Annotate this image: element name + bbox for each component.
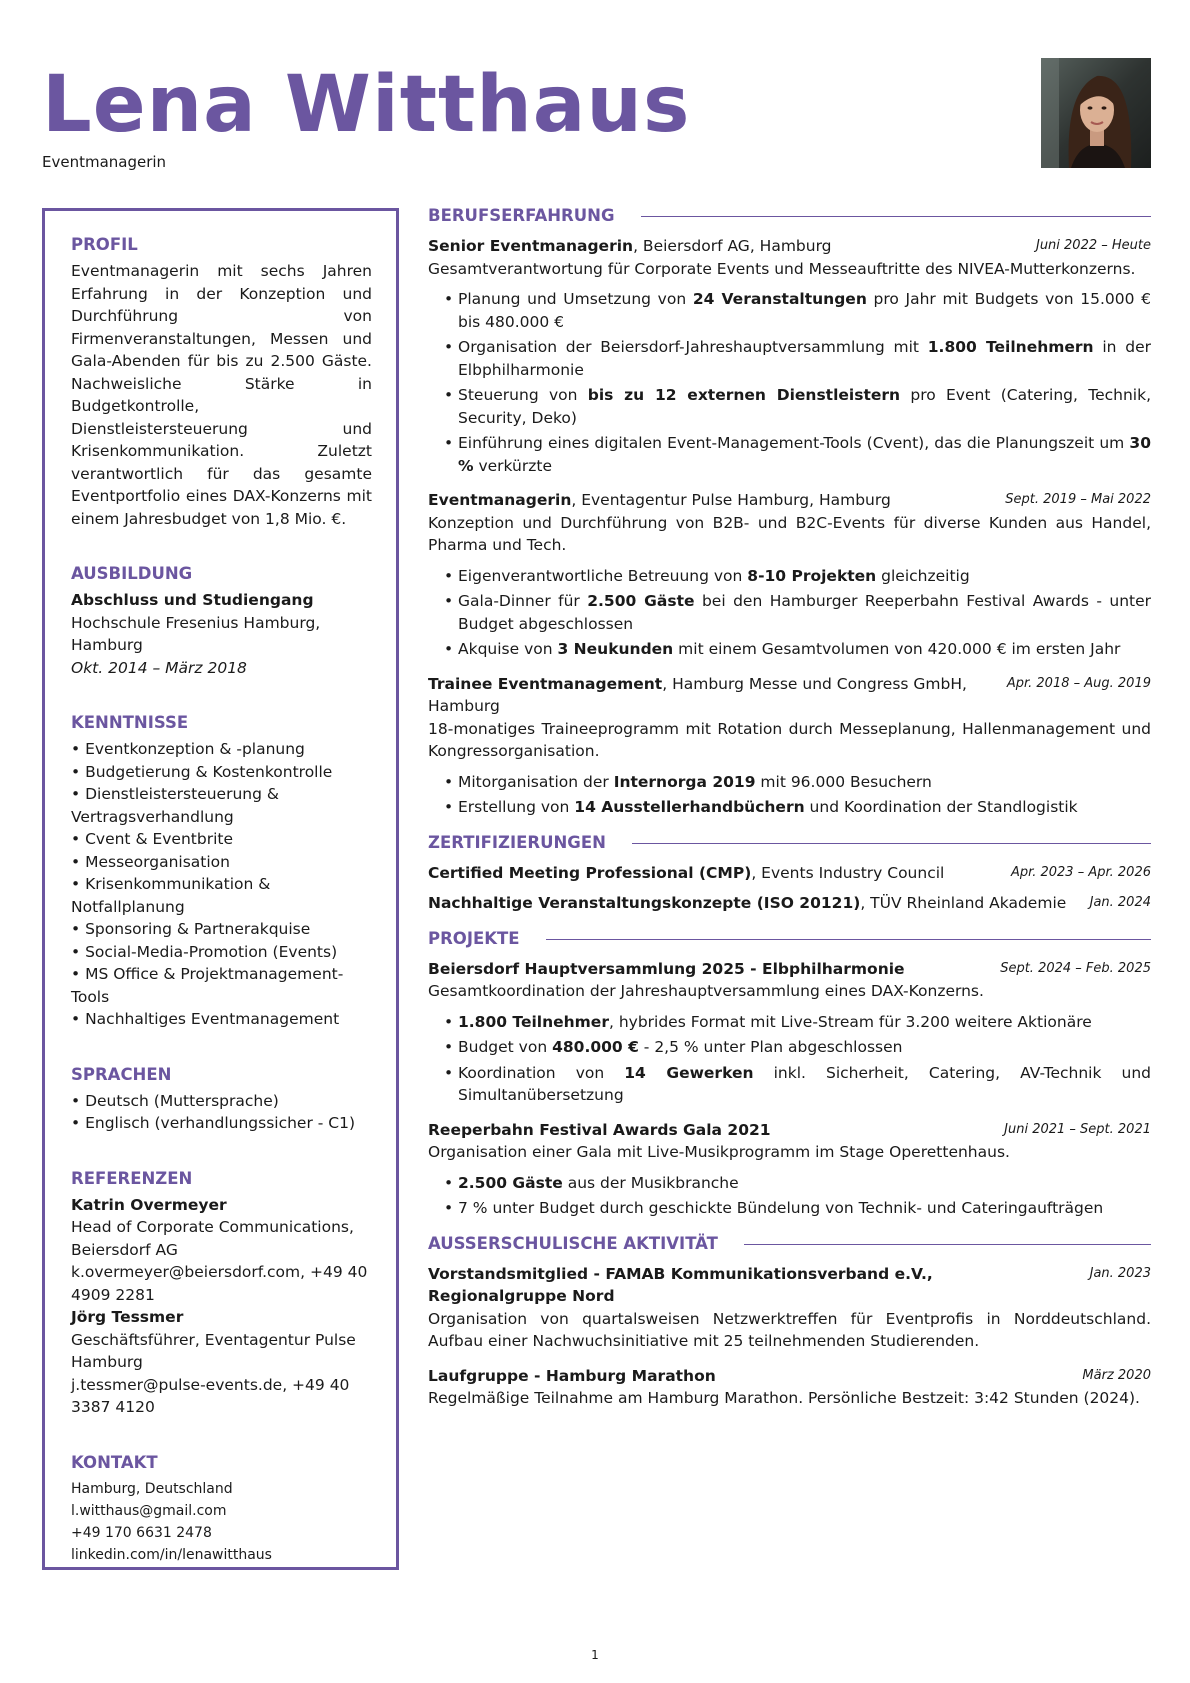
- certification-item: [428, 892, 1151, 915]
- bullet-item: • Steuerung von bis zu 12 externen Dienstleistern pro Event (Catering, Technik, Security, Deko): [446, 384, 1151, 429]
- degree: Abschluss und Studiengang: [71, 591, 314, 609]
- profile-heading: PROFIL: [71, 235, 138, 254]
- contact-section: [71, 1453, 372, 1566]
- activity-description: Organisation von quartalsweisen Netzwerktreffen für Eventprofis in Norddeutschland. Aufbau einer Nachwuchsinitiative mit 25 teilnehmenden Studierenden.: [428, 1309, 1151, 1350]
- bullet-item: • Mitorganisation der Internorga 2019 mit 96.000 Besuchern: [446, 771, 1151, 794]
- bullet-item: • 1.800 Teilnehmer, hybrides Format mit Live-Stream für 3.200 weitere Aktionäre: [446, 1011, 1151, 1034]
- activity-entry: [428, 1263, 1151, 1353]
- job-org: , Hamburg Messe und Congress GmbH, Hamburg: [428, 674, 967, 715]
- project-description: Organisation einer Gala mit Live-Musikprogramm im Stage Operettenhaus.: [428, 1143, 1010, 1161]
- skills-heading: KENNTNISSE: [71, 713, 189, 732]
- job-entry: [428, 235, 1151, 477]
- skill-item: • Nachhaltiges Eventmanagement: [71, 1008, 372, 1031]
- job-bullets: [428, 288, 1151, 477]
- project-title: Reeperbahn Festival Awards Gala 2021: [428, 1120, 771, 1139]
- main-column: [428, 206, 1151, 1424]
- bullet-item: • Akquise von 3 Neukunden mit einem Gesamtvolumen von 420.000 € im ersten Jahr: [446, 638, 1151, 661]
- project-title: Beiersdorf Hauptversammlung 2025 - Elbphilharmonie: [428, 959, 905, 978]
- job-entry: [428, 673, 1151, 819]
- activity-entry: [428, 1365, 1151, 1410]
- skill-item: • Krisenkommunikation & Notfallplanung: [71, 873, 372, 918]
- references-heading: REFERENZEN: [71, 1168, 193, 1188]
- job-title: Trainee Eventmanagement: [428, 674, 663, 693]
- section-divider: [641, 216, 1152, 217]
- job-title: Eventmanagerin: [428, 491, 572, 509]
- bullet-item: • Erstellung von 14 Ausstellerhandbüchern und Koordination der Standlogistik: [446, 796, 1151, 819]
- activity-title: Vorstandsmitglied - FAMAB Kommunikationsverband e.V., Regionalgruppe Nord: [428, 1264, 933, 1305]
- contact-phone[interactable]: +49 170 6631 2478: [71, 1524, 212, 1541]
- reference-role: Geschäftsführer, Eventagentur Pulse Hamburg: [71, 1330, 356, 1371]
- certifications-section: [428, 833, 1151, 915]
- school: Hochschule Fresenius Hamburg, Hamburg: [71, 613, 321, 654]
- contact-heading: KONTAKT: [71, 1452, 158, 1472]
- skill-item: • Eventkonzeption & -planung: [71, 738, 372, 761]
- experience-header: [428, 206, 1151, 225]
- job-title: Eventmanagerin: [42, 153, 167, 171]
- education-section: [71, 564, 372, 679]
- contact-email[interactable]: l.witthaus@gmail.com: [71, 1502, 227, 1519]
- project-dates: Sept. 2024 – Feb. 2025: [1000, 960, 1151, 976]
- education-dates: Okt. 2014 – März 2018: [71, 658, 247, 677]
- skill-item: • Cvent & Eventbrite: [71, 828, 372, 851]
- project-dates: Juni 2021 – Sept. 2021: [1004, 1121, 1151, 1137]
- bullet-item: • Budget von 480.000 € - 2,5 % unter Plan abgeschlossen: [446, 1036, 1151, 1059]
- experience-heading: BERUFSERFAHRUNG: [428, 206, 615, 225]
- activity-description: Regelmäßige Teilnahme am Hamburg Marathon. Persönliche Bestzeit: 3:42 Stunden (2024).: [428, 1389, 1140, 1407]
- skill-item: • Messeorganisation: [71, 851, 372, 874]
- reference-name: Katrin Overmeyer: [71, 1195, 227, 1214]
- reference-contact[interactable]: k.overmeyer@beiersdorf.com, +49 40 4909 2281: [71, 1263, 368, 1304]
- project-entry: [428, 958, 1151, 1107]
- project-bullets: [428, 1011, 1151, 1107]
- activity-dates: Jan. 2023: [1089, 1265, 1151, 1281]
- language-item: • Englisch (verhandlungssicher - C1): [71, 1112, 372, 1135]
- job-description: 18-monatiges Traineeprogramm mit Rotation durch Messeplanung, Hallenmanagement und Kongressorganisation.: [428, 719, 1151, 760]
- languages-heading: SPRACHEN: [71, 1064, 172, 1084]
- section-divider: [744, 1244, 1151, 1245]
- profile-photo: [1041, 58, 1151, 168]
- contact-linkedin[interactable]: linkedin.com/in/lenawitthaus: [71, 1546, 272, 1563]
- certifications-header: [428, 833, 1151, 852]
- skill-item: • Budgetierung & Kostenkontrolle: [71, 761, 372, 784]
- education-heading: AUSBILDUNG: [71, 564, 193, 583]
- skill-item: • MS Office & Projektmanagement-Tools: [71, 963, 372, 1008]
- reference-role: Head of Corporate Communications, Beiersdorf AG: [71, 1218, 354, 1259]
- languages-list: [71, 1090, 372, 1135]
- job-dates: Sept. 2019 – Mai 2022: [1005, 492, 1151, 507]
- job-description: Gesamtverantwortung für Corporate Events und Messeauftritte des NIVEA-Mutterkonzerns.: [428, 259, 1136, 278]
- bullet-item: • Einführung eines digitalen Event-Management-Tools (Cvent), das die Planungszeit um 30 % verkürzte: [446, 432, 1151, 477]
- job-entry: [428, 489, 1151, 661]
- reference-contact[interactable]: j.tessmer@pulse-events.de, +49 40 3387 4120: [71, 1375, 350, 1416]
- skill-item: • Social-Media-Promotion (Events): [71, 941, 372, 964]
- skills-list: [71, 738, 372, 1031]
- certifications-heading: ZERTIFIZIERUNGEN: [428, 832, 606, 852]
- reference-name: Jörg Tessmer: [71, 1308, 184, 1326]
- certification-dates: Apr. 2023 – Apr. 2026: [1010, 864, 1151, 880]
- project-bullets: [428, 1172, 1151, 1220]
- skills-section: [71, 713, 372, 1031]
- activities-section: [428, 1234, 1151, 1410]
- bullet-item: • Organisation der Beiersdorf-Jahreshauptversammlung mit 1.800 Teilnehmern in der Elbphilharmonie: [446, 336, 1151, 381]
- language-item: • Deutsch (Muttersprache): [71, 1090, 372, 1113]
- activities-heading: AUSSERSCHULISCHE AKTIVITÄT: [428, 1233, 718, 1253]
- bullet-item: • Gala-Dinner für 2.500 Gäste bei den Hamburger Reeperbahn Festival Awards - unter Budget abgeschlossen: [446, 590, 1151, 635]
- references-section: [71, 1169, 372, 1419]
- profile-text: Eventmanagerin mit sechs Jahren Erfahrung in der Konzeption und Durchführung von Firmenveranstaltungen, Messen und Gala-Abenden für bis zu 2.500 Gäste. Nachweisliche Stärke in Budgetkontrolle, Dienstleistersteuerung und Krisenkommunikation. Zuletzt verantwortlich für das gesamte Eventportfolio eines DAX-Konzerns mit einem Jahresbudget von 1,8 Mio. €.: [71, 262, 372, 528]
- skill-item: • Dienstleistersteuerung & Vertragsverhandlung: [71, 783, 372, 828]
- projects-heading: PROJEKTE: [428, 928, 520, 948]
- project-description: Gesamtkoordination der Jahreshauptversammlung eines DAX-Konzerns.: [428, 982, 984, 1000]
- bullet-item: • 7 % unter Budget durch geschickte Bündelung von Technik- und Cateringaufträgen: [446, 1197, 1151, 1220]
- project-entry: [428, 1119, 1151, 1220]
- experience-section: [428, 206, 1151, 819]
- certification-item: [428, 862, 1151, 885]
- page-number: 1: [591, 1648, 599, 1662]
- activities-header: [428, 1234, 1151, 1253]
- certification-org: , Events Industry Council: [751, 863, 945, 882]
- bullet-item: • Planung und Umsetzung von 24 Veranstaltungen pro Jahr mit Budgets von 15.000 € bis 480.000 €: [446, 288, 1151, 333]
- job-title: Senior Eventmanagerin: [428, 237, 634, 255]
- job-dates: Juni 2022 – Heute: [1035, 238, 1151, 253]
- skill-item: • Sponsoring & Partnerakquise: [71, 918, 372, 941]
- certification-org: , TÜV Rheinland Akademie: [860, 894, 1067, 912]
- certification-title: Certified Meeting Professional (CMP): [428, 863, 752, 882]
- job-org: , Beiersdorf AG, Hamburg: [633, 237, 832, 255]
- bullet-item: • 2.500 Gäste aus der Musikbranche: [446, 1172, 1151, 1195]
- projects-section: [428, 929, 1151, 1220]
- section-divider: [546, 939, 1151, 940]
- job-org: , Eventagentur Pulse Hamburg, Hamburg: [571, 491, 891, 509]
- sidebar: [42, 208, 399, 1570]
- certification-title: Nachhaltige Veranstaltungskonzepte (ISO 20121): [428, 894, 861, 912]
- job-description: Konzeption und Durchführung von B2B- und B2C-Events für diverse Kunden aus Handel, Pharma und Tech.: [428, 513, 1151, 554]
- profile-section: [71, 235, 372, 530]
- activity-title: Laufgruppe - Hamburg Marathon: [428, 1366, 716, 1385]
- bullet-item: • Eigenverantwortliche Betreuung von 8-10 Projekten gleichzeitig: [446, 565, 1151, 588]
- job-bullets: [428, 565, 1151, 661]
- activity-dates: März 2020: [1082, 1367, 1151, 1383]
- bullet-item: • Koordination von 14 Gewerken inkl. Sicherheit, Catering, AV-Technik und Simultanübersetzung: [446, 1062, 1151, 1107]
- contact-location: Hamburg, Deutschland: [71, 1480, 233, 1497]
- job-dates: Apr. 2018 – Aug. 2019: [1006, 675, 1151, 691]
- certification-dates: Jan. 2024: [1089, 895, 1151, 910]
- candidate-name: Lena Witthaus: [42, 60, 691, 150]
- job-bullets: [428, 771, 1151, 819]
- projects-header: [428, 929, 1151, 948]
- portrait-image: [1041, 58, 1151, 168]
- section-divider: [632, 843, 1151, 844]
- languages-section: [71, 1065, 372, 1135]
